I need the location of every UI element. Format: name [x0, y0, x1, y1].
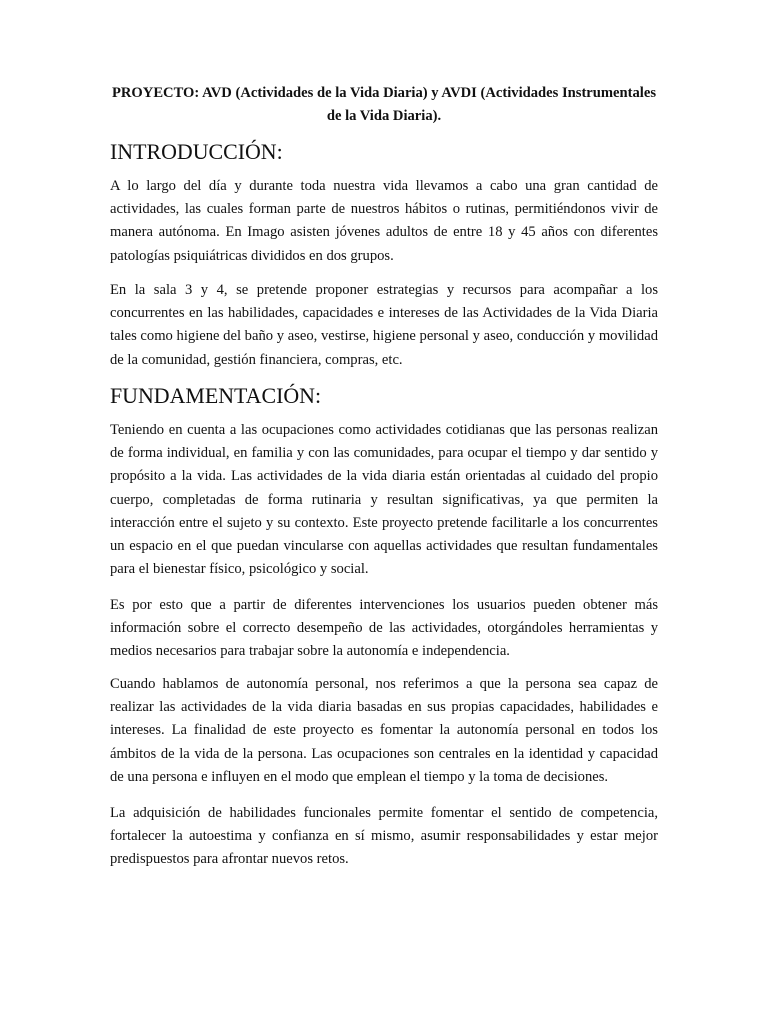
paragraph-fund-2: Es por esto que a partir de diferentes intervenciones los usuarios pueden obtener más información sobre el correcto desempeño de las actividades, otorgándoles herramientas y medios necesarios para trabajar sobre la autonomía e independencia.: [110, 597, 658, 660]
section-heading-fundamentacion: FUNDAMENTACIÓN:: [110, 383, 322, 408]
paragraph-intro-1: A lo largo del día y durante toda nuestra vida llevamos a cabo una gran cantidad de actividades, las cuales forman parte de nuestros hábitos o rutinas, permitiéndonos vivir de manera autónoma. En Imago asisten jóvenes adultos de entre 18 y 45 años con diferentes patologías psiquiátricas divididos en dos grupos.: [110, 178, 658, 264]
section-heading-introduccion: INTRODUCCIÓN:: [110, 139, 283, 164]
paragraph-fund-4: La adquisición de habilidades funcionales permite fomentar el sentido de competencia, fortalecer la autoestima y confianza en sí mismo, asumir responsabilidades y estar mejor predispuestos para afrontar nuevos retos.: [110, 805, 658, 868]
paragraph-fund-3: Cuando hablamos de autonomía personal, nos referimos a que la persona sea capaz de realizar las actividades de la vida diaria basadas en sus propias capacidades, habilidades e intereses. La finalidad de este proyecto es fomentar la autonomía personal en todos los ámbitos de la vida de la persona. Las ocupaciones son centrales en la identidad y capacidad de una persona e influyen en el modo que emplean el tiempo y la toma de decisiones.: [110, 676, 658, 785]
paragraph-fund-1: Teniendo en cuenta a las ocupaciones como actividades cotidianas que las personas realizan de forma individual, en familia y con las comunidades, para ocupar el tiempo y dar sentido y propósito a la vida. Las actividades de la vida diaria están orientadas al cuidado del propio cuerpo, completadas de forma rutinaria y resultan significativas, ya que permiten la interacción entre el sujeto y su contexto. Este proyecto pretende facilitarle a los concurrentes un espacio en el que puedan vincularse con aquellas actividades que resultan fundamentales para el bienestar físico, psicológico y social.: [110, 422, 658, 578]
paragraph-intro-2: En la sala 3 y 4, se pretende proponer estrategias y recursos para acompañar a los concurrentes en las habilidades, capacidades e intereses de las Actividades de la Vida Diaria tales como higiene del baño y aseo, vestirse, higiene personal y aseo, conducción y movilidad de la comunidad, gestión financiera, compras, etc.: [110, 282, 658, 368]
document-title: PROYECTO: AVD (Actividades de la Vida Diaria) y AVDI (Actividades Instrumentales de la Vida Diaria).: [111, 85, 657, 125]
